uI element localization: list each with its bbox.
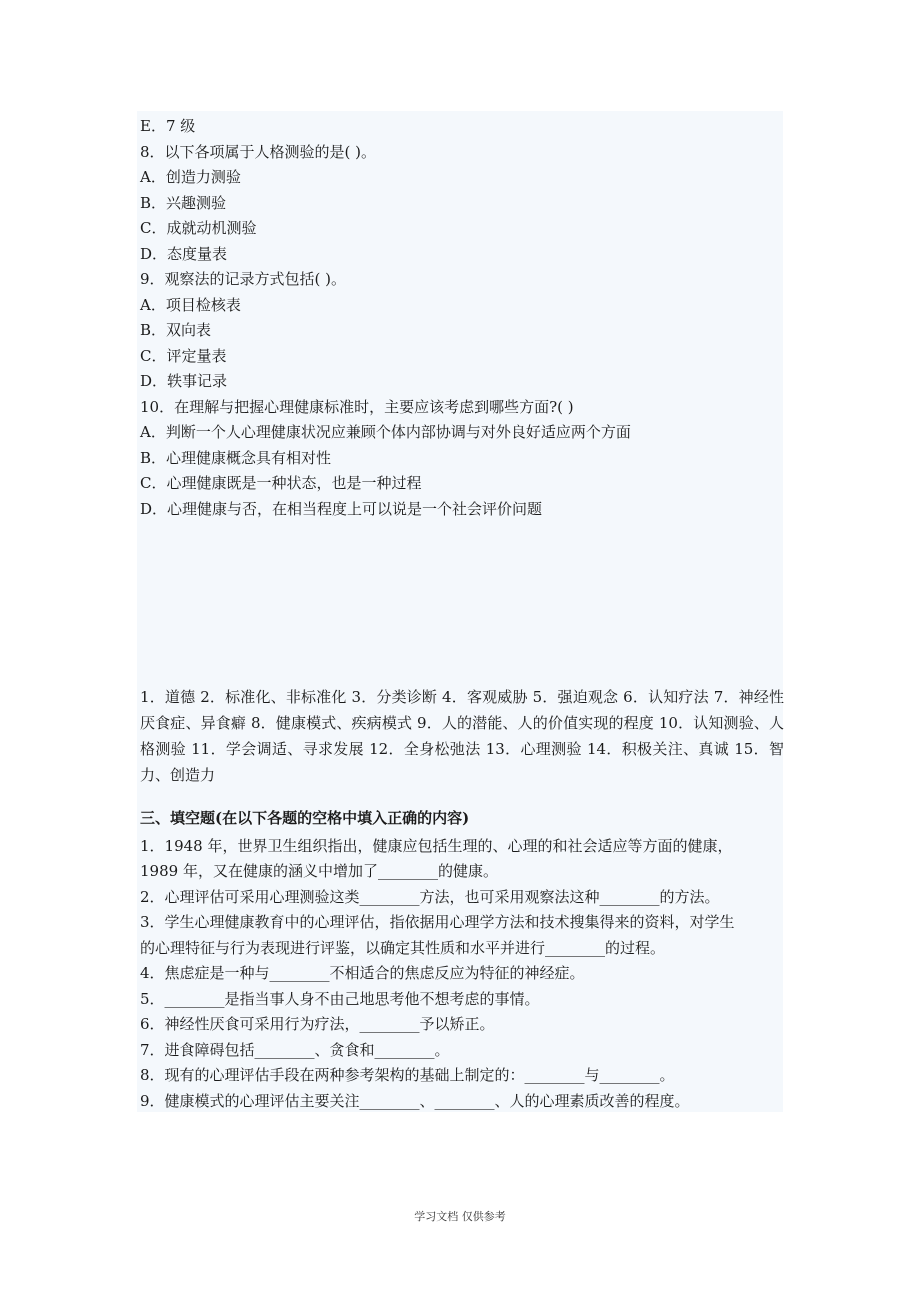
fill-item-9: 9．健康模式的心理评估主要关注________、________、人的心理素质改善的程度。 bbox=[140, 1092, 690, 1110]
answer-key-paragraph: 1．道德 2．标准化、非标准化 3．分类诊断 4．客观威胁 5．强迫观念 6．认知疗法 7．神经性厌食症、异食癖 8．健康模式、疾病模式 9．人的潜能、人的价值实现的程度 10．认知测验、人格测验 11．学会调适、寻求发展 12．全身松弛法 13．心理测验 14．积极关注、真诚 15．智力、创造力 bbox=[140, 688, 784, 784]
fill-item-5: 5．________是指当事人身不由己地思考他不想考虑的事情。 bbox=[140, 990, 540, 1008]
fill-item-1a: 1．1948 年，世界卫生组织指出，健康应包括生理的、心理的和社会适应等方面的健康， bbox=[140, 837, 733, 855]
q8-option-c: C．成就动机测验 bbox=[140, 219, 257, 237]
fill-item-3b: 的心理特征与行为表现进行评鉴，以确定其性质和水平并进行________的过程。 bbox=[140, 939, 666, 957]
fill-item-8: 8．现有的心理评估手段在两种参考架构的基础上制定的：________与________。 bbox=[140, 1066, 675, 1084]
fill-item-2: 2．心理评估可采用心理测验这类________方法，也可采用观察法这种________的方法。 bbox=[140, 888, 720, 906]
fill-item-3a: 3．学生心理健康教育中的心理评估，指依据用心理学方法和技术搜集得来的资料，对学生 bbox=[140, 913, 735, 931]
fill-item-7: 7．进食障碍包括________、贪食和________。 bbox=[140, 1041, 450, 1059]
q10-option-c: C．心理健康既是一种状态，也是一种过程 bbox=[140, 474, 422, 492]
q10-stem: 10．在理解与把握心理健康标准时，主要应该考虑到哪些方面?( ) bbox=[140, 398, 574, 416]
q8-stem: 8．以下各项属于人格测验的是( )。 bbox=[140, 143, 377, 161]
q7-option-e: E．7 级 bbox=[140, 117, 196, 135]
fill-item-6: 6．神经性厌食可采用行为疗法，________予以矫正。 bbox=[140, 1015, 495, 1033]
q9-option-d: D．轶事记录 bbox=[140, 372, 228, 390]
q10-option-a: A．判断一个人心理健康状况应兼顾个体内部协调与对外良好适应两个方面 bbox=[140, 423, 631, 441]
q8-option-d: D．态度量表 bbox=[140, 245, 228, 263]
q8-option-b: B．兴趣测验 bbox=[140, 194, 227, 212]
q9-option-a: A．项目检核表 bbox=[140, 296, 241, 314]
document-content-background bbox=[137, 111, 783, 1112]
q10-option-d: D．心理健康与否，在相当程度上可以说是一个社会评价问题 bbox=[140, 500, 543, 518]
q10-option-b: B．心理健康概念具有相对性 bbox=[140, 449, 332, 467]
fill-item-1b: 1989 年，又在健康的涵义中增加了________的健康。 bbox=[140, 862, 498, 880]
section-title-fill-in: 三、填空题(在以下各题的空格中填入正确的内容) bbox=[140, 809, 470, 827]
q9-stem: 9．观察法的记录方式包括( )。 bbox=[140, 270, 347, 288]
q9-option-c: C．评定量表 bbox=[140, 347, 227, 365]
q8-option-a: A．创造力测验 bbox=[140, 168, 241, 186]
q9-option-b: B．双向表 bbox=[140, 321, 212, 339]
page-footer: 学习文档 仅供参考 bbox=[414, 1210, 506, 1223]
fill-item-4: 4．焦虑症是一种与________不相适合的焦虑反应为特征的神经症。 bbox=[140, 964, 585, 982]
